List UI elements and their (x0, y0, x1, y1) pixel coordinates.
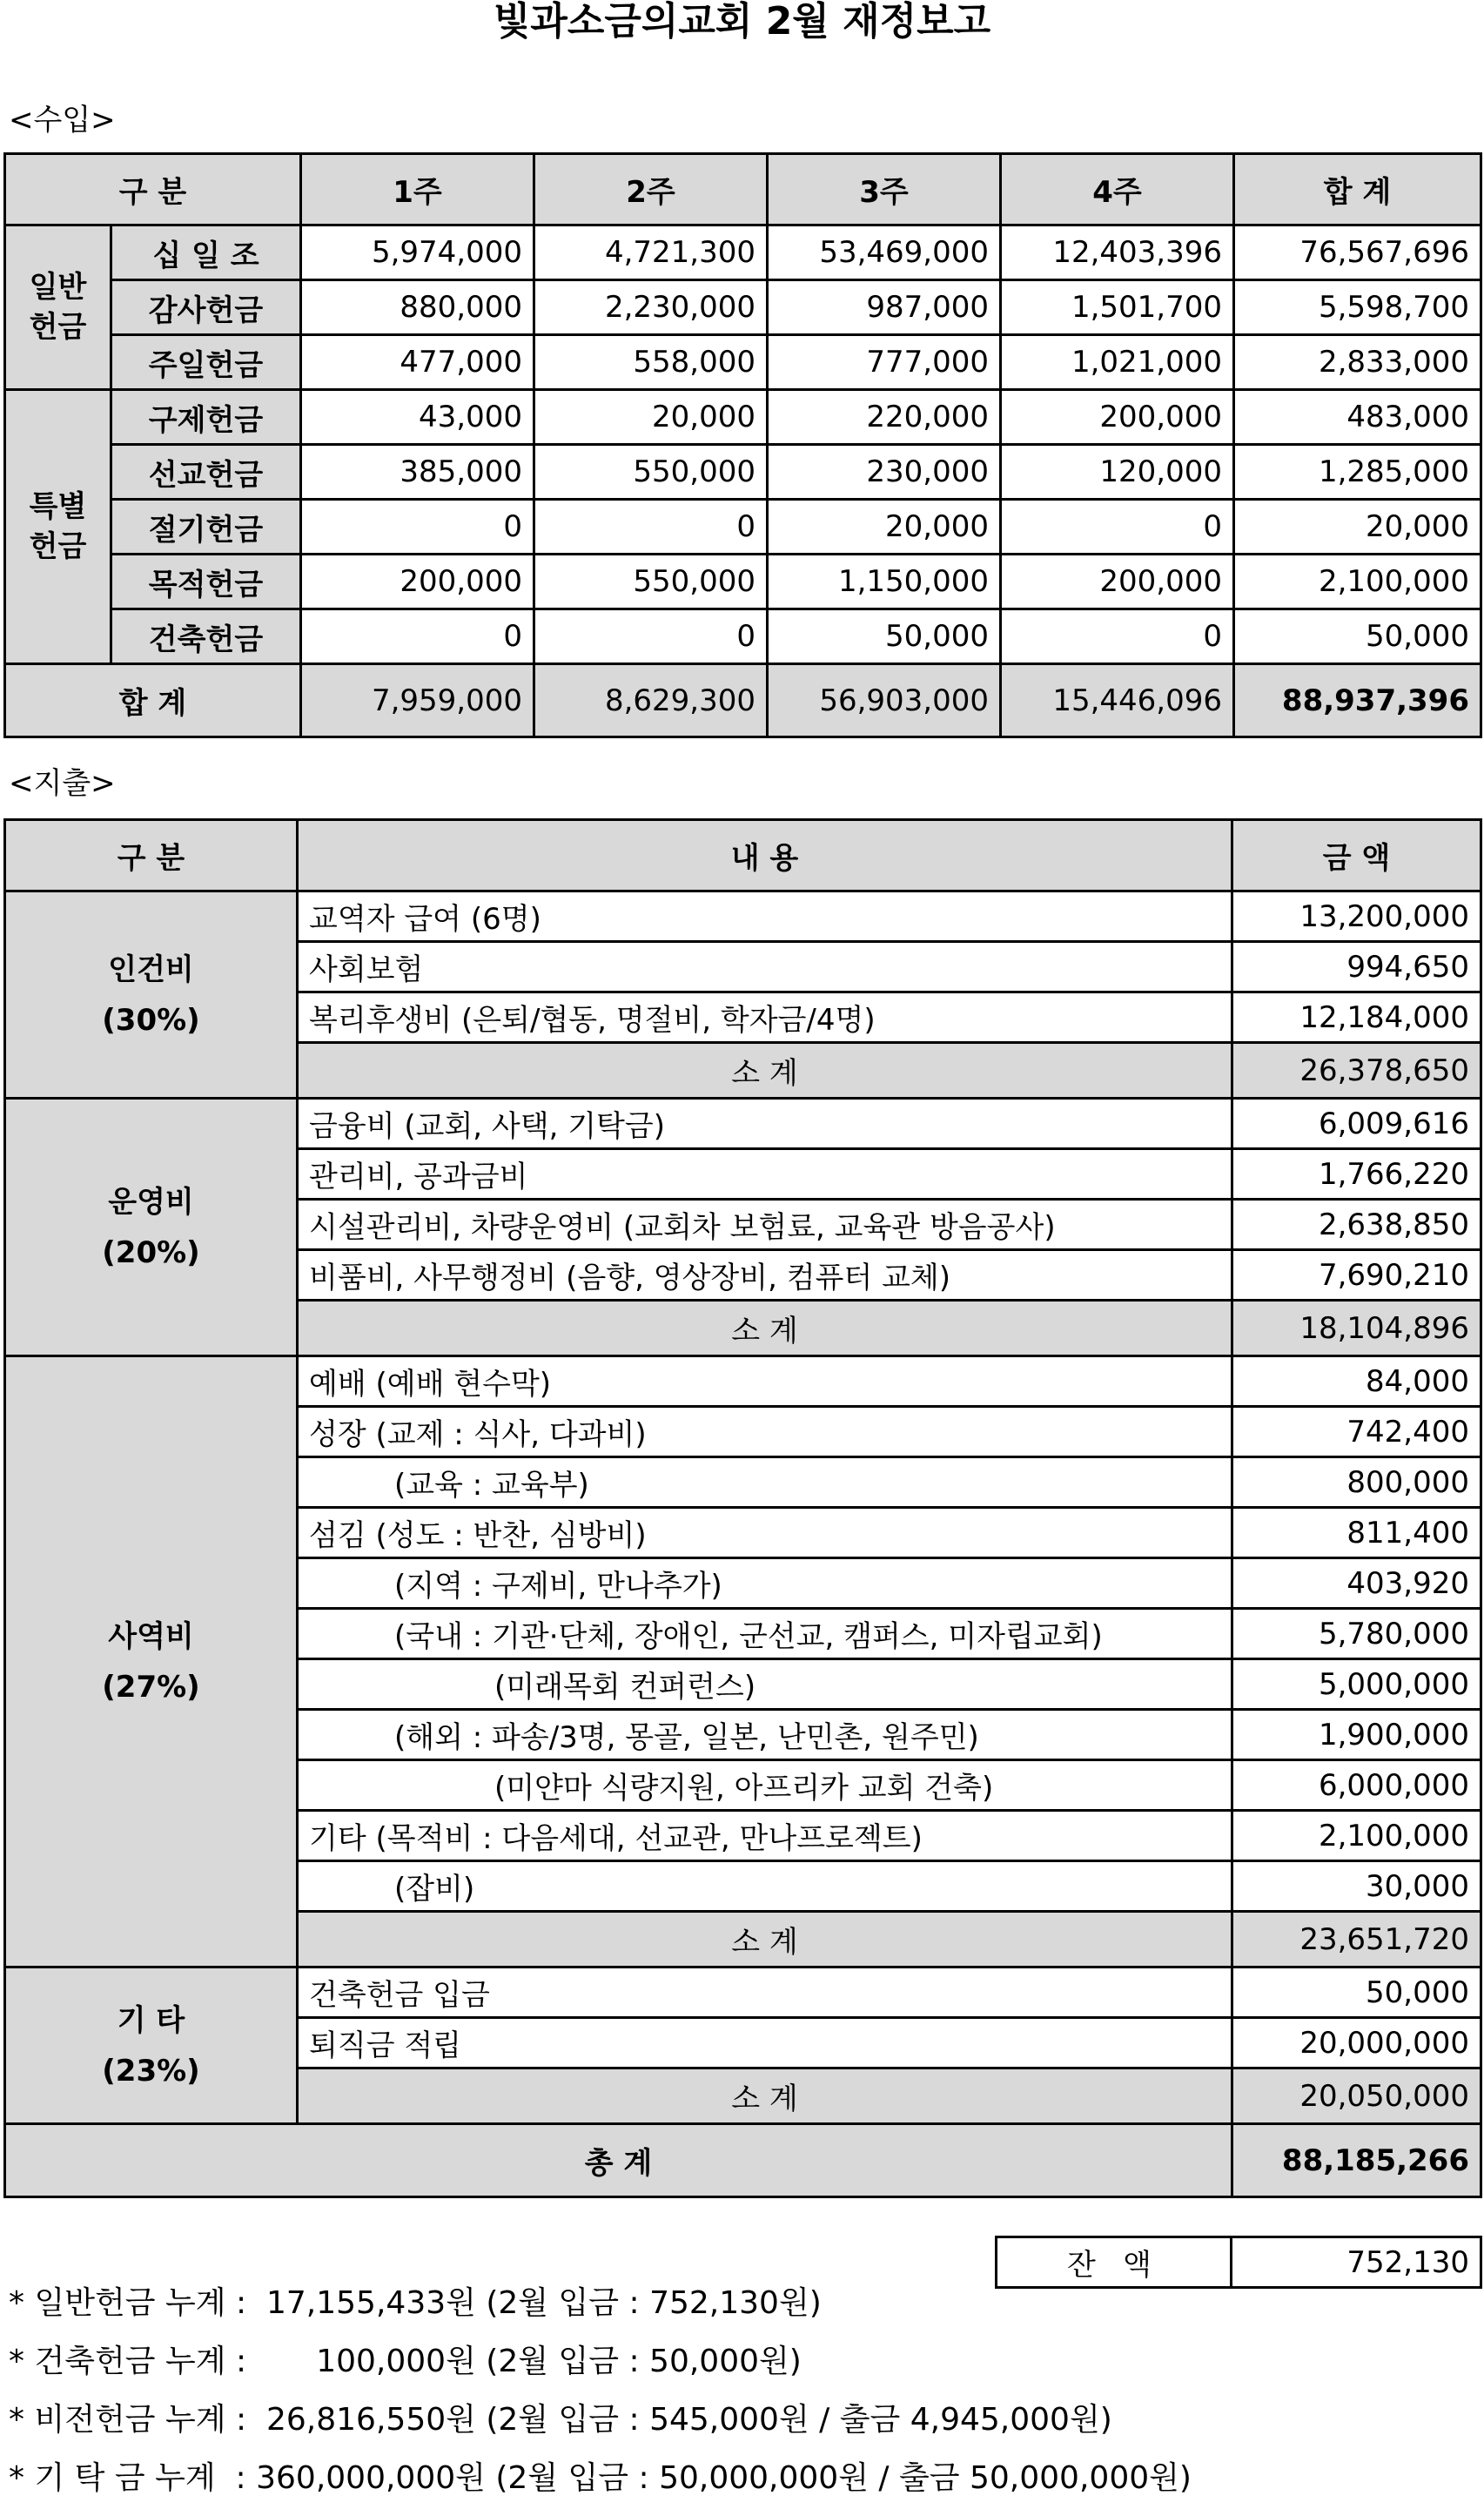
expense-item-text: 교역자 급여 (6명) (298, 891, 1232, 942)
income-item-label: 십 일 조 (111, 225, 301, 280)
income-value-cell: 76,567,696 (1234, 225, 1481, 280)
expense-group-percent: (30%) (102, 1002, 200, 1038)
expense-group-percent: (20%) (102, 1234, 200, 1270)
expense-subtotal-amount: 18,104,896 (1232, 1301, 1481, 1356)
expense-table (3, 818, 1482, 2198)
income-value-cell: 1,285,000 (1234, 445, 1481, 500)
expense-item-amount: 800,000 (1232, 1457, 1481, 1508)
expense-item-amount: 1,766,220 (1232, 1149, 1481, 1200)
expense-group-percent: (27%) (102, 1669, 200, 1705)
income-value-cell: 200,000 (1001, 390, 1234, 445)
expense-item-amount: 6,000,000 (1232, 1760, 1481, 1811)
income-value-cell: 12,403,396 (1001, 225, 1234, 280)
expense-item-amount: 12,184,000 (1232, 992, 1481, 1043)
income-value-cell: 558,000 (534, 335, 768, 390)
income-row (5, 609, 1481, 664)
income-value-cell: 987,000 (768, 280, 1001, 335)
expense-item-text: (해외 : 파송/3명, 몽골, 일본, 난민촌, 원주민) (298, 1710, 1232, 1760)
income-value-cell: 5,598,700 (1234, 280, 1481, 335)
income-item-label: 감사헌금 (111, 280, 301, 335)
expense-item-text: 비품비, 사무행정비 (음향, 영상장비, 컴퓨터 교체) (298, 1250, 1232, 1301)
note-line: * 비전헌금 누계 : 26,816,550원 (2월 입금 : 545,000원 / 출금 4,945,000원) (9, 2402, 1112, 2438)
income-total-cell: 7,959,000 (301, 664, 534, 737)
income-value-cell: 1,501,700 (1001, 280, 1234, 335)
expense-header-cell: 구 분 (5, 820, 298, 891)
expense-item-amount: 2,638,850 (1232, 1200, 1481, 1250)
expense-item-amount: 5,780,000 (1232, 1609, 1481, 1659)
expense-group-label (5, 1099, 298, 1356)
expense-item-amount: 6,009,616 (1232, 1099, 1481, 1149)
expense-item-text: 시설관리비, 차량운영비 (교회차 보험료, 교육관 방음공사) (298, 1200, 1232, 1250)
notes (9, 2274, 1192, 2507)
expense-row (5, 891, 1481, 942)
income-value-cell: 5,974,000 (301, 225, 534, 280)
income-value-cell: 20,000 (1234, 500, 1481, 555)
income-total-label: 합 계 (5, 664, 301, 737)
expense-item-amount: 2,100,000 (1232, 1811, 1481, 1861)
income-value-cell: 200,000 (1001, 555, 1234, 609)
expense-item-text: (지역 : 구제비, 만나추가) (298, 1558, 1232, 1609)
income-group-label: 일반 헌금 (5, 225, 111, 390)
income-value-cell: 483,000 (1234, 390, 1481, 445)
balance-amount: 752,130 (1232, 2237, 1481, 2288)
expense-item-text: 사회보험 (298, 942, 1232, 992)
expense-group-name: 인건비 (108, 952, 194, 987)
income-value-cell: 1,150,000 (768, 555, 1001, 609)
income-value-cell: 120,000 (1001, 445, 1234, 500)
expense-row (5, 1968, 1481, 2018)
income-row (5, 390, 1481, 445)
expense-group-label (5, 1968, 298, 2124)
expense-section-label: <지출> (9, 766, 116, 801)
income-row (5, 335, 1481, 390)
expense-item-amount: 403,920 (1232, 1558, 1481, 1609)
balance-label: 잔 액 (997, 2237, 1232, 2288)
income-value-cell: 53,469,000 (768, 225, 1001, 280)
expense-group-name: 기 타 (117, 2002, 185, 2038)
expense-grand-total-amount: 88,185,266 (1232, 2124, 1481, 2197)
note-line: * 일반헌금 누계 : 17,155,433원 (2월 입금 : 752,130원) (9, 2285, 822, 2321)
expense-item-amount: 84,000 (1232, 1356, 1481, 1407)
income-header-cell: 1주 (301, 154, 534, 225)
income-value-cell: 50,000 (768, 609, 1001, 664)
expense-item-amount: 5,000,000 (1232, 1659, 1481, 1710)
income-value-cell: 550,000 (534, 555, 768, 609)
income-item-label: 주일헌금 (111, 335, 301, 390)
income-header-cell: 3주 (768, 154, 1001, 225)
expense-row (5, 1099, 1481, 1149)
expense-item-text: 건축헌금 입금 (298, 1968, 1232, 2018)
income-total-cell: 88,937,396 (1234, 664, 1481, 737)
income-value-cell: 220,000 (768, 390, 1001, 445)
income-total-cell: 56,903,000 (768, 664, 1001, 737)
expense-item-text: (교육 : 교육부) (298, 1457, 1232, 1508)
income-value-cell: 0 (1001, 500, 1234, 555)
expense-item-amount: 811,400 (1232, 1508, 1481, 1558)
income-value-cell: 0 (534, 609, 768, 664)
expense-subtotal-label: 소 계 (298, 1912, 1232, 1968)
income-total-cell: 15,446,096 (1001, 664, 1234, 737)
income-value-cell: 200,000 (301, 555, 534, 609)
income-header-cell: 구 분 (5, 154, 301, 225)
income-table (3, 152, 1482, 738)
income-section-label: <수입> (9, 103, 116, 138)
income-value-cell: 385,000 (301, 445, 534, 500)
expense-group-name: 사역비 (108, 1618, 194, 1654)
note-line: * 기 탁 금 누계 : 360,000,000원 (2월 입금 : 50,000,000원 / 출금 50,000,000원) (9, 2460, 1192, 2496)
expense-item-amount: 994,650 (1232, 942, 1481, 992)
expense-item-amount: 30,000 (1232, 1861, 1481, 1912)
expense-item-text: 복리후생비 (은퇴/협동, 명절비, 학자금/4명) (298, 992, 1232, 1043)
income-value-cell: 4,721,300 (534, 225, 768, 280)
expense-item-text: (미래목회 컨퍼런스) (298, 1659, 1232, 1710)
expense-item-text: (미얀마 식량지원, 아프리카 교회 건축) (298, 1760, 1232, 1811)
income-value-cell: 0 (534, 500, 768, 555)
income-value-cell: 230,000 (768, 445, 1001, 500)
expense-item-text: 금융비 (교회, 사택, 기탁금) (298, 1099, 1232, 1149)
expense-item-text: 예배 (예배 현수막) (298, 1356, 1232, 1407)
expense-subtotal-amount: 23,651,720 (1232, 1912, 1481, 1968)
expense-subtotal-label: 소 계 (298, 2068, 1232, 2124)
income-item-label: 선교헌금 (111, 445, 301, 500)
income-group-label: 특별 헌금 (5, 390, 111, 664)
income-value-cell: 0 (301, 609, 534, 664)
income-total-cell: 8,629,300 (534, 664, 768, 737)
expense-item-text: 성장 (교제 : 식사, 다과비) (298, 1407, 1232, 1457)
expense-subtotal-amount: 20,050,000 (1232, 2068, 1481, 2124)
expense-item-amount: 50,000 (1232, 1968, 1481, 2018)
expense-item-amount: 7,690,210 (1232, 1250, 1481, 1301)
income-row (5, 555, 1481, 609)
expense-subtotal-amount: 26,378,650 (1232, 1043, 1481, 1099)
expense-item-text: 퇴직금 적립 (298, 2018, 1232, 2068)
income-value-cell: 477,000 (301, 335, 534, 390)
expense-item-amount: 742,400 (1232, 1407, 1481, 1457)
income-row (5, 225, 1481, 280)
income-item-label: 구제헌금 (111, 390, 301, 445)
expense-item-text: 섬김 (성도 : 반찬, 심방비) (298, 1508, 1232, 1558)
income-header-cell: 2주 (534, 154, 768, 225)
income-value-cell: 2,100,000 (1234, 555, 1481, 609)
expense-item-text: (잡비) (298, 1861, 1232, 1912)
expense-header-cell: 금 액 (1232, 820, 1481, 891)
expense-item-text: (국내 : 기관·단체, 장애인, 군선교, 캠퍼스, 미자립교회) (298, 1609, 1232, 1659)
income-value-cell: 550,000 (534, 445, 768, 500)
expense-header-cell: 내 용 (298, 820, 1232, 891)
expense-subtotal-label: 소 계 (298, 1301, 1232, 1356)
income-header-cell: 4주 (1001, 154, 1234, 225)
expense-group-name: 운영비 (108, 1184, 194, 1220)
income-row (5, 445, 1481, 500)
income-value-cell: 20,000 (768, 500, 1001, 555)
expense-group-label (5, 891, 298, 1099)
expense-grand-total-label: 총 계 (5, 2124, 1232, 2197)
income-item-label: 목적헌금 (111, 555, 301, 609)
income-value-cell: 2,230,000 (534, 280, 768, 335)
income-value-cell: 50,000 (1234, 609, 1481, 664)
expense-item-text: 기타 (목적비 : 다음세대, 선교관, 만나프로젝트) (298, 1811, 1232, 1861)
expense-item-text: 관리비, 공과금비 (298, 1149, 1232, 1200)
income-value-cell: 20,000 (534, 390, 768, 445)
income-item-label: 건축헌금 (111, 609, 301, 664)
page-title: 빛과소금의교회 2월 재정보고 (493, 0, 991, 44)
income-value-cell: 43,000 (301, 390, 534, 445)
income-value-cell: 0 (1001, 609, 1234, 664)
income-header-cell: 합 계 (1234, 154, 1481, 225)
expense-group-label (5, 1356, 298, 1968)
expense-row (5, 1356, 1481, 1407)
income-value-cell: 880,000 (301, 280, 534, 335)
expense-item-amount: 1,900,000 (1232, 1710, 1481, 1760)
income-value-cell: 0 (301, 500, 534, 555)
expense-item-amount: 20,000,000 (1232, 2018, 1481, 2068)
expense-group-percent: (23%) (102, 2053, 200, 2089)
income-value-cell: 1,021,000 (1001, 335, 1234, 390)
expense-item-amount: 13,200,000 (1232, 891, 1481, 942)
income-item-label: 절기헌금 (111, 500, 301, 555)
expense-subtotal-label: 소 계 (298, 1043, 1232, 1099)
income-value-cell: 777,000 (768, 335, 1001, 390)
note-line: * 건축헌금 누계 : 100,000원 (2월 입금 : 50,000원) (9, 2344, 802, 2379)
income-row (5, 500, 1481, 555)
income-row (5, 280, 1481, 335)
income-value-cell: 2,833,000 (1234, 335, 1481, 390)
